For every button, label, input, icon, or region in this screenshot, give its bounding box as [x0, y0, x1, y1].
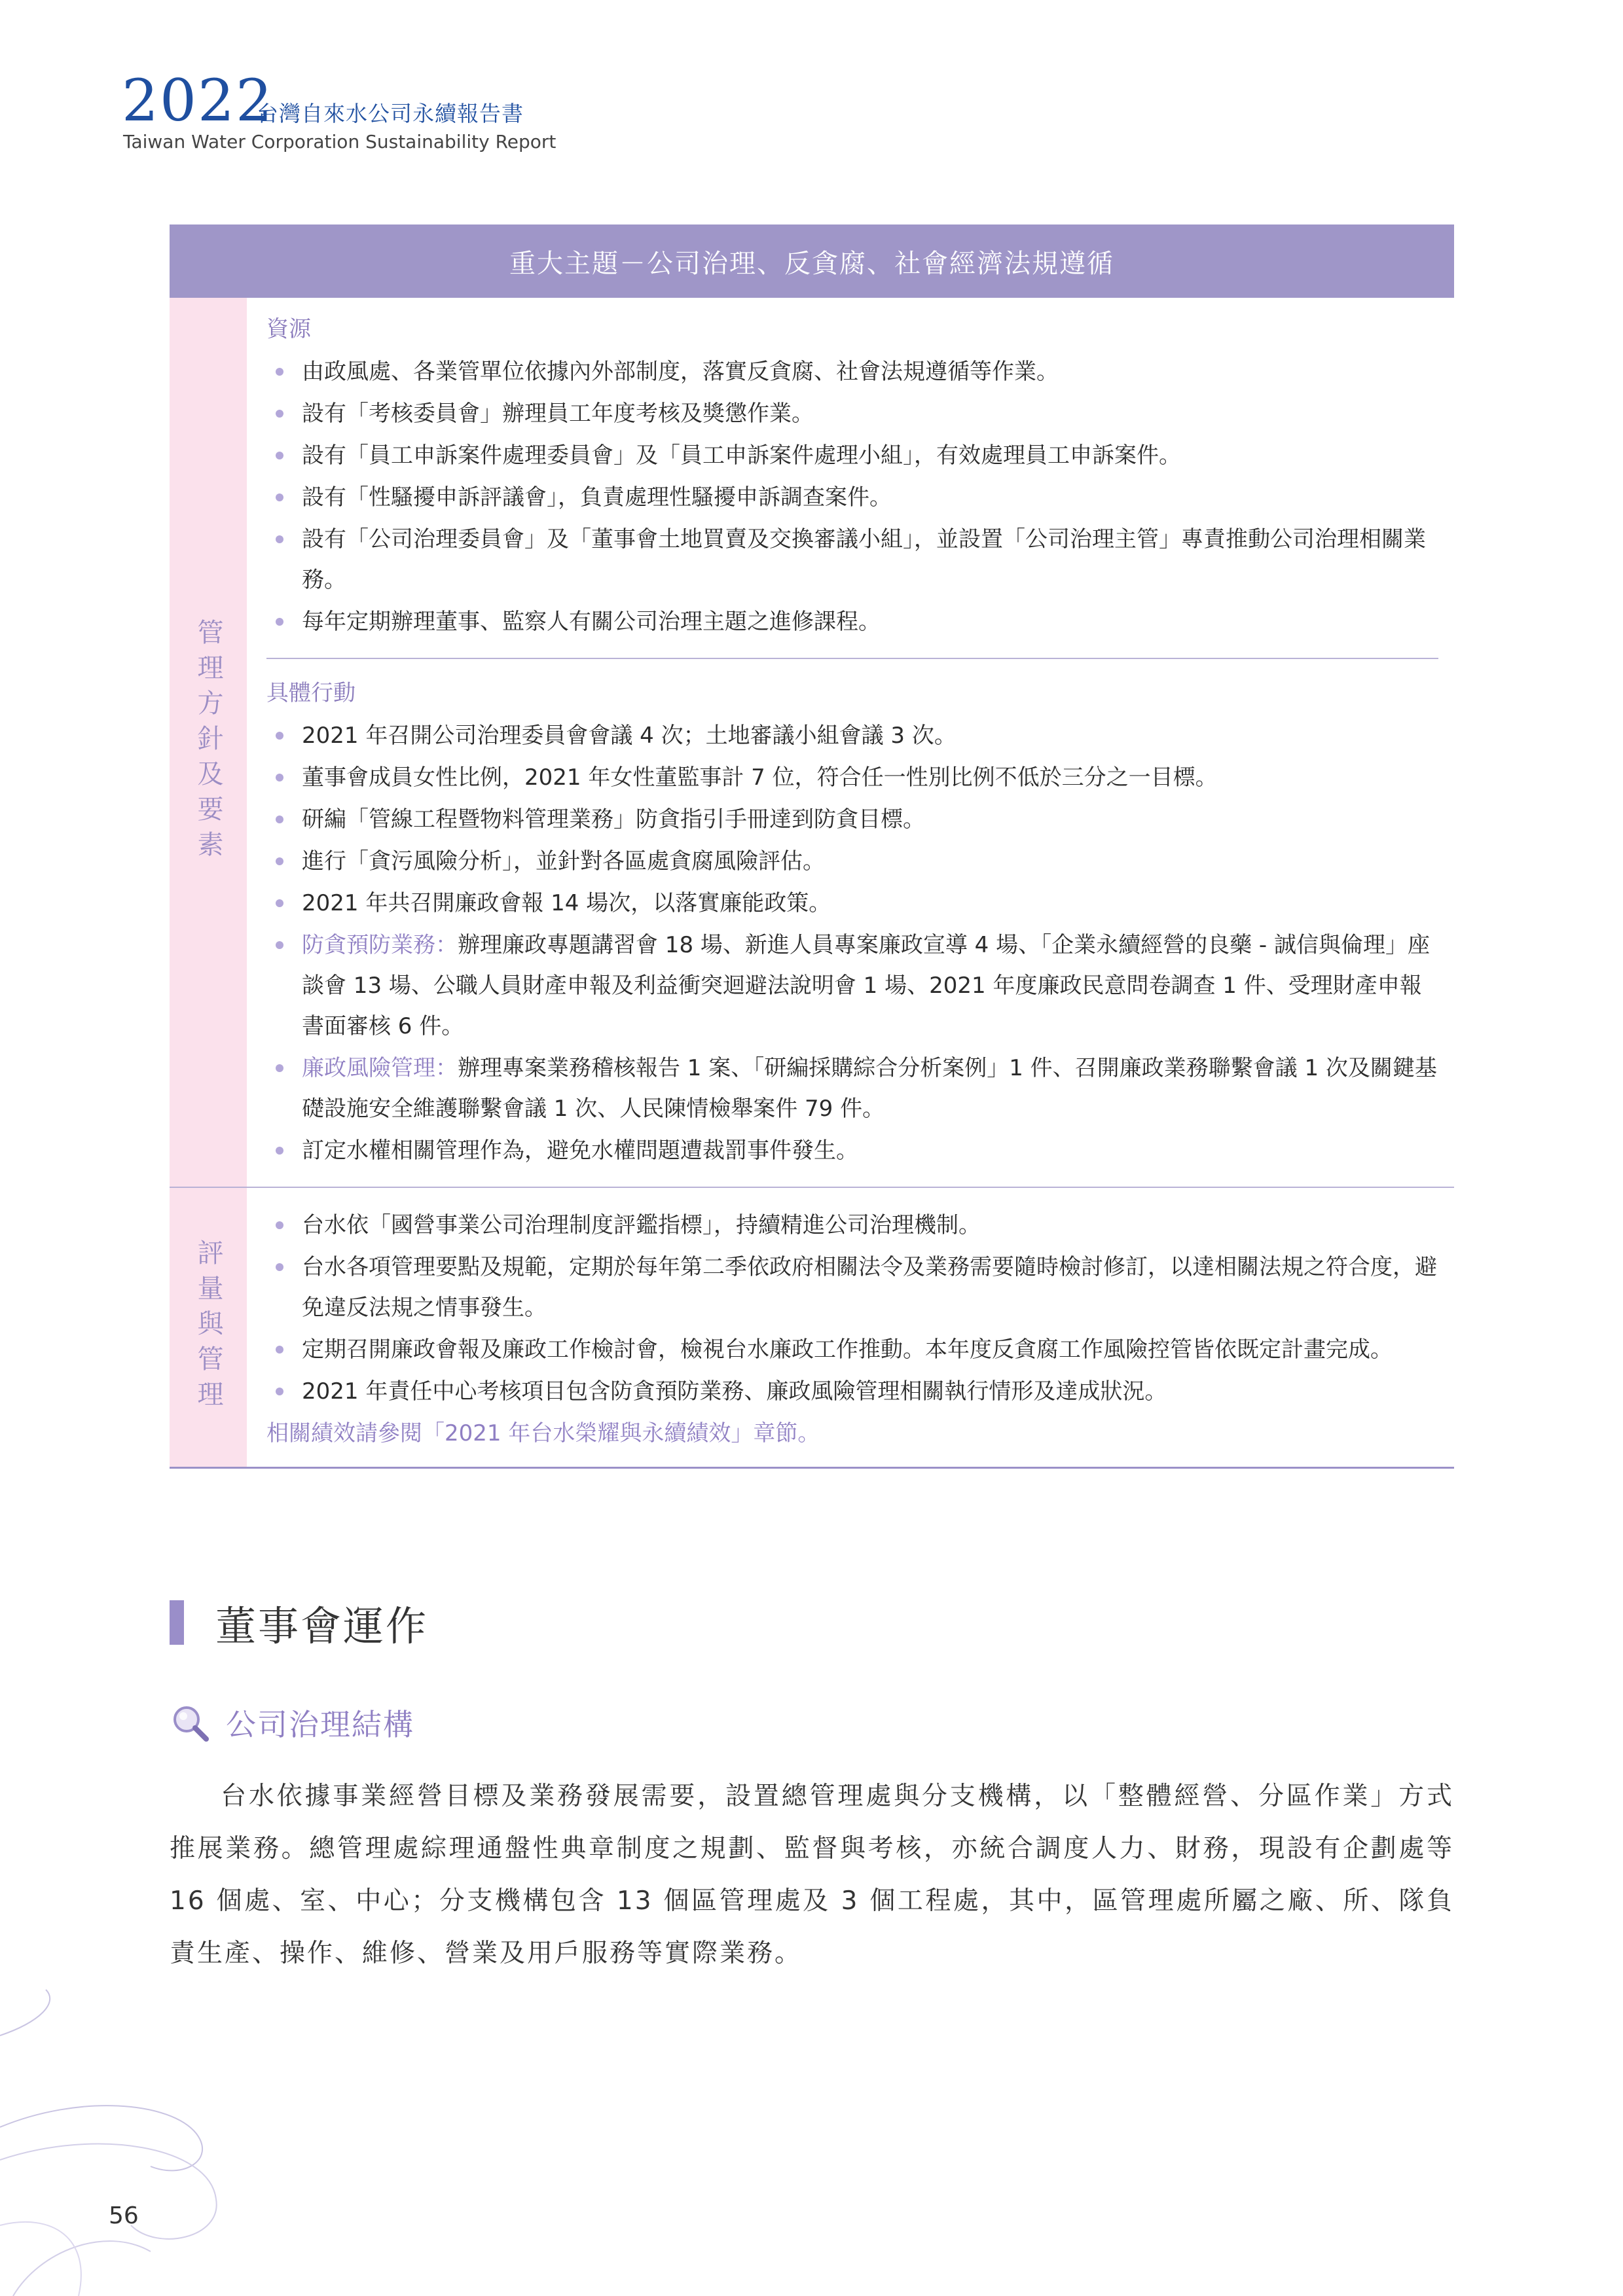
report-year: 2022: [122, 67, 274, 134]
subsection-heading: [170, 1700, 414, 1746]
list-item: 台水各項管理要點及規範，定期於每年第二季依政府相關法令及業務需要隨時檢討修訂，以達相關法規之符合度，避免違反法規之情事發生。: [266, 1247, 1438, 1328]
report-title-cn: 台灣自來水公司永續報告書: [257, 101, 524, 126]
row-label-text: 評量與管理: [193, 1239, 223, 1416]
row-label-text: 管理方針及要素: [193, 619, 223, 866]
report-title-en: Taiwan Water Corporation Sustainability Report: [123, 131, 556, 152]
table-row-evaluation: [170, 1187, 1454, 1469]
highlight-label: 防貪預防業務：: [302, 932, 458, 958]
decorative-swirl: [0, 1964, 275, 2296]
list-item: 董事會成員女性比例，2021 年女性董監事計 7 位，符合任一性別比例不低於三分之一目標。: [266, 757, 1438, 798]
row-body-management: [247, 298, 1454, 1187]
list-item: 2021 年召開公司治理委員會會議 4 次；土地審議小組會議 3 次。: [266, 715, 1438, 756]
list-item: 設有「公司治理委員會」及「董事會土地買賣及交換審議小組」，並設置「公司治理主管」專責推動公司治理相關業務。: [266, 519, 1438, 600]
reference-note: 相關績效請參閱「2021 年台水榮耀與永續績效」章節。: [266, 1420, 820, 1446]
magnifier-icon: [170, 1702, 210, 1743]
list-item: 2021 年共召開廉政會報 14 場次，以落實廉能政策。: [266, 883, 1438, 924]
list-item: 設有「性騷擾申訴評議會」，負責處理性騷擾申訴調查案件。: [266, 477, 1438, 518]
list-item: [266, 1048, 1438, 1129]
list-item: 定期召開廉政會報及廉政工作檢討會，檢視台水廉政工作推動。本年度反貪腐工作風險控管皆依既定計畫完成。: [266, 1329, 1438, 1370]
list-item: 訂定水權相關管理作為，避免水權問題遭裁罰事件發生。: [266, 1130, 1438, 1171]
row-body-evaluation: [247, 1188, 1454, 1467]
resources-list: [266, 351, 1438, 642]
list-item: [266, 925, 1438, 1047]
material-topic-table: [170, 224, 1454, 1469]
evaluation-list: [266, 1205, 1438, 1412]
list-item: 台水依「國營事業公司治理制度評鑑指標」，持續精進公司治理機制。: [266, 1205, 1438, 1246]
highlight-text: 辦理廉政專題講習會 18 場、新進人員專案廉政宣導 4 場、「企業永續經營的良藥 - 誠信與倫理」座談會 13 場、公職人員財產申報及利益衝突迴避法說明會 1 場、2021 年度廉政民意問卷調查 1 件、受理財產申報書面審核 6 件。: [302, 932, 1431, 1039]
resources-section: [266, 298, 1438, 658]
heading-bar: [170, 1600, 184, 1645]
highlight-text: 辦理專案業務稽核報告 1 案、「研編採購綜合分析案例」1 件、召開廉政業務聯繫會議 1 次及關鍵基礎設施安全維護聯繫會議 1 次、人民陳情檢舉案件 79 件。: [302, 1055, 1437, 1122]
list-item: 進行「貪污風險分析」，並針對各區處貪腐風險評估。: [266, 841, 1438, 882]
actions-section: [266, 658, 1438, 1187]
list-item: 由政風處、各業管單位依據內外部制度，落實反貪腐、社會法規遵循等作業。: [266, 351, 1438, 392]
list-item: 研編「管線工程暨物料管理業務」防貪指引手冊達到防貪目標。: [266, 799, 1438, 840]
list-item: 2021 年責任中心考核項目包含防貪預防業務、廉政風險管理相關執行情形及達成狀況。: [266, 1371, 1438, 1412]
section-heading: [170, 1600, 429, 1650]
page-number: 56: [109, 2202, 139, 2229]
list-item: 每年定期辦理董事、監察人有關公司治理主題之進修課程。: [266, 601, 1438, 642]
list-item: 設有「員工申訴案件處理委員會」及「員工申訴案件處理小組」，有效處理員工申訴案件。: [266, 435, 1438, 476]
table-row-management: [170, 298, 1454, 1187]
resources-title: 資源: [266, 316, 311, 342]
section-heading-text: 董事會運作: [215, 1602, 429, 1650]
actions-title: 具體行動: [266, 680, 356, 706]
table-title: 重大主題－公司治理、反貪腐、社會經濟法規遵循: [170, 224, 1454, 298]
subsection-heading-text: 公司治理結構: [226, 1707, 414, 1742]
highlight-label: 廉政風險管理：: [302, 1055, 458, 1081]
body-paragraph: 台水依據事業經營目標及業務發展需要，設置總管理處與分支機構，以「整體經營、分區作業」方式推展業務。總管理處綜理通盤性典章制度之規劃、監督與考核，亦統合調度人力、財務，現設有企劃處等 16 個處、室、中心；分支機構包含 13 個區管理處及 3 個工程處，其中，區管理處所屬之廠、所、隊負責生產、操作、維修、營業及用戶服務等實際業務。: [170, 1782, 1454, 1968]
row-label-evaluation: [170, 1188, 247, 1467]
row-label-management: [170, 298, 247, 1187]
evaluation-section: [266, 1188, 1438, 1467]
actions-list: [266, 715, 1438, 1171]
list-item: 設有「考核委員會」辦理員工年度考核及獎懲作業。: [266, 393, 1438, 434]
